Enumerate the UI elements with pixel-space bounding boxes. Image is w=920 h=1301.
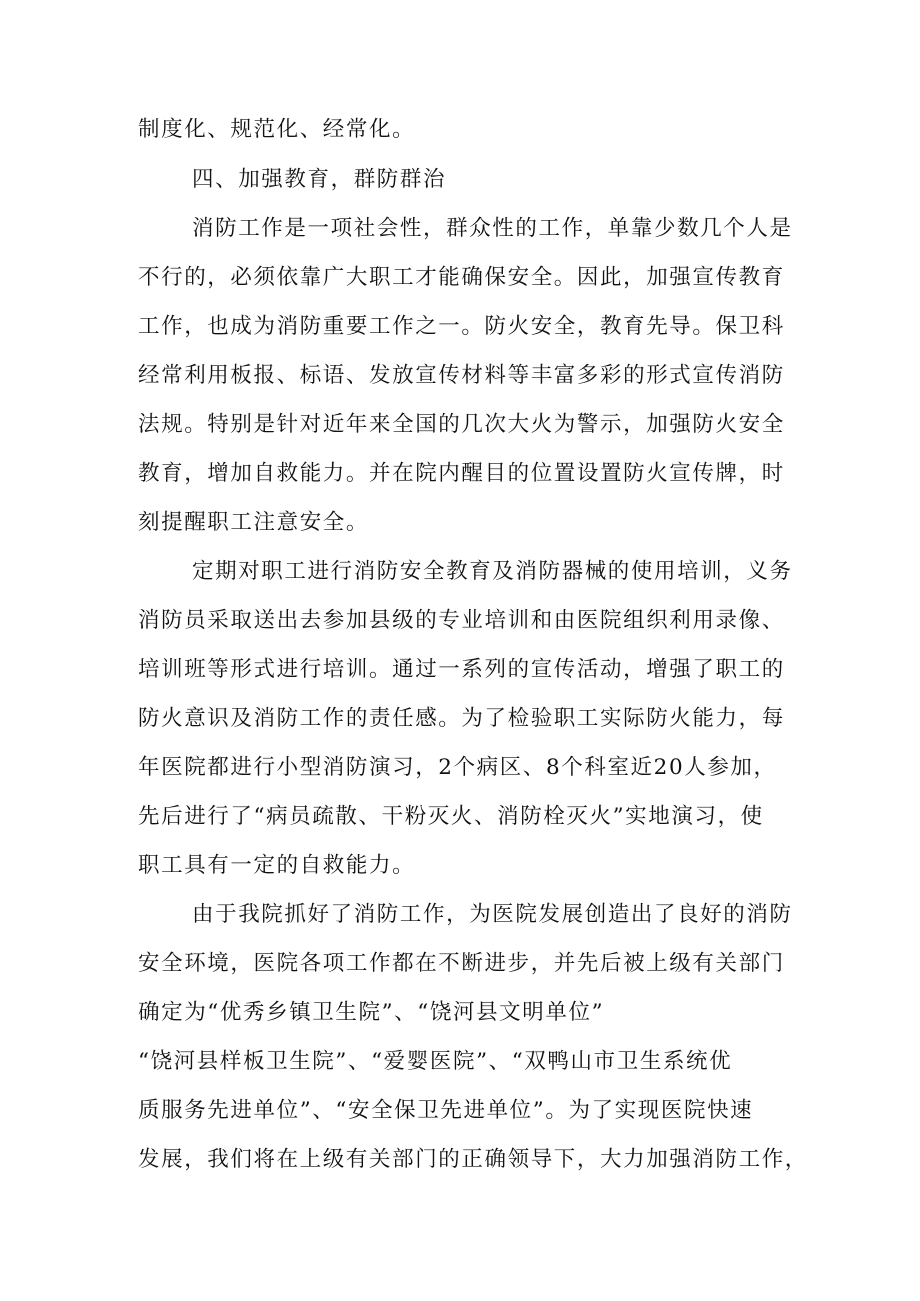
text-line: 工作，也成为消防重要工作之一。防火安全，教育先导。保卫科 [138, 314, 785, 339]
text-line: 制度化、规范化、经常化。 [138, 117, 416, 142]
text-line: “饶河县样板卫生院”、“爱婴医院”、“双鸭山市卫生系统优 [138, 1049, 733, 1074]
text-line: 发展，我们将在上级有关部门的正确领导下，大力加强消防工作， [138, 1147, 808, 1172]
text-line: 培训班等形式进行培训。通过一系列的宣传活动，增强了职工的 [138, 657, 785, 682]
text-line: 经常利用板报、标语、发放宣传材料等丰富多彩的形式宣传消防 [138, 363, 785, 388]
section-heading: 四、加强教育，群防群治 [192, 167, 447, 192]
text-line: 消防员采取送出去参加县级的专业培训和由医院组织利用录像、 [138, 608, 785, 633]
text-line: 安全环境，医院各项工作都在不断进步，并先后被上级有关部门 [138, 951, 785, 976]
text-line: 职工具有一定的自救能力。 [138, 853, 416, 878]
text-line: 年医院都进行小型消防演习，2个病区、8个科室近20人参加， [138, 755, 777, 780]
text-line: 防火意识及消防工作的责任感。为了检验职工实际防火能力，每 [138, 706, 785, 731]
text-line: 定期对职工进行消防安全教育及消防器械的使用培训，义务 [192, 559, 793, 584]
text-line: 法规。特别是针对近年来全国的几次大火为警示，加强防火安全 [138, 412, 785, 437]
text-line: 教育，增加自救能力。并在院内醒目的位置设置防火宣传牌，时 [138, 461, 785, 486]
text-line: 消防工作是一项社会性，群众性的工作，单靠少数几个人是 [192, 216, 793, 241]
text-line: 确定为“优秀乡镇卫生院”、“饶河县文明单位” [138, 1000, 605, 1025]
text-line: 不行的，必须依靠广大职工才能确保安全。因此，加强宣传教育 [138, 265, 785, 290]
text-line: 刻提醒职工注意安全。 [138, 510, 370, 535]
text-line: 由于我院抓好了消防工作，为医院发展创造出了良好的消防 [192, 902, 793, 927]
text-line: 质服务先进单位”、“安全保卫先进单位”。为了实现医院快速 [138, 1098, 754, 1123]
text-line: 先后进行了“病员疏散、干粉灭火、消防栓灭火”实地演习，使 [138, 804, 764, 829]
